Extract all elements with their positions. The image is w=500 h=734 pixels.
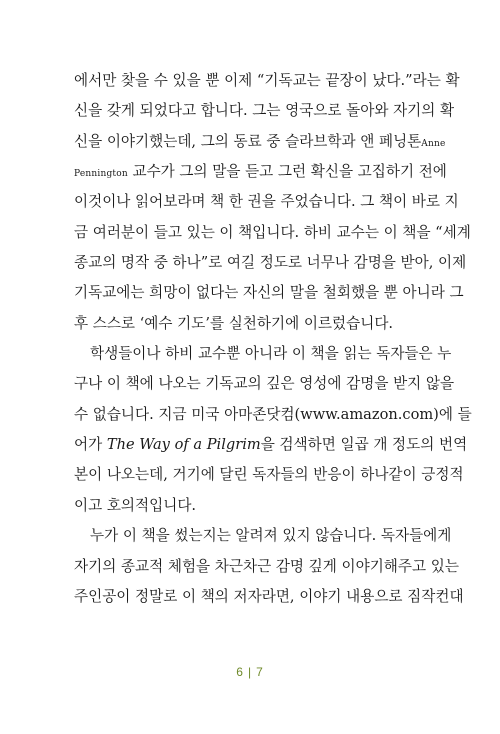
text-segment: 을 검색하면 일곱 개 정도의 번역 <box>260 436 468 454</box>
text-segment: 어가 <box>74 436 107 454</box>
book-title: The Way of a Pilgrim <box>106 436 261 454</box>
paragraph-first-line: 학생들이나 하비 교수뿐 아니라 이 책을 읽는 독자들은 누 <box>90 345 452 363</box>
page-number <box>0 665 500 679</box>
text-line: 자기의 종교적 체험을 차근차근 감명 깊게 이야기해주고 있는 <box>74 557 459 575</box>
text-line: 구나 이 책에 나오는 기독교의 깊은 영성에 감명을 받지 않을 <box>74 375 455 393</box>
text-line <box>74 127 446 157</box>
text-line: 수 없습니다. 지금 미국 아마존닷컴(www.amazon.com)에 들 <box>74 405 472 423</box>
body-text <box>74 66 472 612</box>
text-line: 이고 호의적입니다. <box>74 496 197 514</box>
text-line <box>74 157 447 187</box>
page-number-left: 6 <box>236 665 244 679</box>
text-line: 신을 갖게 되었다고 합니다. 그는 영국으로 돌아와 자기의 확 <box>74 102 455 120</box>
text-line: 본이 나오는데, 거기에 달린 독자들의 반응이 하나같이 긍정적 <box>74 466 464 484</box>
text-line: 에서만 찾을 수 있을 뿐 이제 “기독교는 끝장이 났다.”라는 확 <box>74 72 460 89</box>
text-line: 기독교에는 희망이 없다는 자신의 말을 철회했을 뿐 아니라 그 <box>74 284 464 302</box>
text-line: 금 여러분이 들고 있는 이 책입니다. 하비 교수는 이 책을 “세계 <box>74 223 471 241</box>
text-line <box>74 430 468 460</box>
paragraph-first-line: 누가 이 책을 썼는지는 알려져 있지 않습니다. 독자들에게 <box>90 527 452 545</box>
text-segment: 신을 이야기했는데, 그의 동료 중 슬라브학과 앤 페닝톤 <box>74 132 422 150</box>
text-line: 이것이나 읽어보라며 책 한 권을 주었습니다. 그 책이 바로 지 <box>74 193 459 211</box>
text-segment: 교수가 그의 말을 듣고 그런 확신을 고집하기 전에 <box>127 163 447 181</box>
text-line: 후 스스로 ‘예수 기도’를 실천하기에 이르렀습니다. <box>74 314 394 332</box>
name-annotation: Pennington <box>74 169 128 180</box>
text-line: 주인공이 정말로 이 책의 저자라면, 이야기 내용으로 짐작컨대 <box>74 587 464 605</box>
page-number-separator: | <box>247 665 253 679</box>
page-number-right: 7 <box>256 665 264 679</box>
name-annotation: Anne <box>421 138 446 149</box>
text-line: 종교의 명작 중 하나”로 여길 정도로 너무나 감명을 받아, 이제 <box>74 254 467 272</box>
